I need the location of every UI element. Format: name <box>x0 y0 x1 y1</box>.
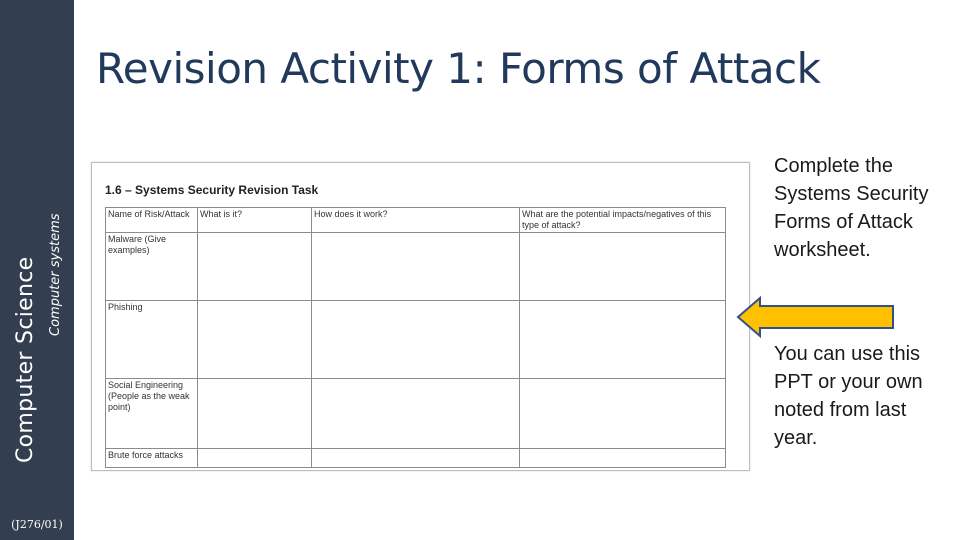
table-header-row <box>106 208 726 233</box>
table-cell <box>312 301 520 379</box>
header-cell: How does it work? <box>312 208 520 233</box>
table-cell <box>312 449 520 468</box>
instruction-note: You can use this PPT or your own noted from last year. <box>774 343 923 449</box>
header-cell: What are the potential impacts/negatives of this type of attack? <box>520 208 726 233</box>
worksheet-table <box>105 207 726 468</box>
table-cell <box>198 449 312 468</box>
table-cell <box>312 379 520 449</box>
table-cell <box>198 379 312 449</box>
table-cell <box>198 233 312 301</box>
table-row <box>106 301 726 379</box>
table-cell <box>312 233 520 301</box>
table-cell <box>520 449 726 468</box>
table-cell <box>520 233 726 301</box>
table-cell <box>520 301 726 379</box>
worksheet-image <box>91 162 750 471</box>
header-cell: Name of Risk/Attack <box>106 208 198 233</box>
table-cell <box>520 379 726 449</box>
row-label-cell: Phishing <box>106 301 198 379</box>
instruction-text: Complete the Systems Security Forms of Attack worksheet. <box>774 155 929 261</box>
table-row <box>106 379 726 449</box>
arrow-left-icon <box>736 296 896 338</box>
row-label-cell: Malware (Give examples) <box>106 233 198 301</box>
subject-label: Computer Science <box>13 256 38 463</box>
page-title: Revision Activity 1: Forms of Attack <box>96 44 821 93</box>
row-label-cell: Social Engineering (People as the weak point) <box>106 379 198 449</box>
spec-code-label: (J276/01) <box>11 518 63 531</box>
table-row <box>106 449 726 468</box>
table-row <box>106 233 726 301</box>
row-label-cell: Brute force attacks <box>106 449 198 468</box>
sidebar <box>0 0 74 540</box>
header-cell: What is it? <box>198 208 312 233</box>
unit-label: Computer systems <box>48 213 63 336</box>
worksheet-title: 1.6 – Systems Security Revision Task <box>105 183 319 197</box>
table-cell <box>198 301 312 379</box>
